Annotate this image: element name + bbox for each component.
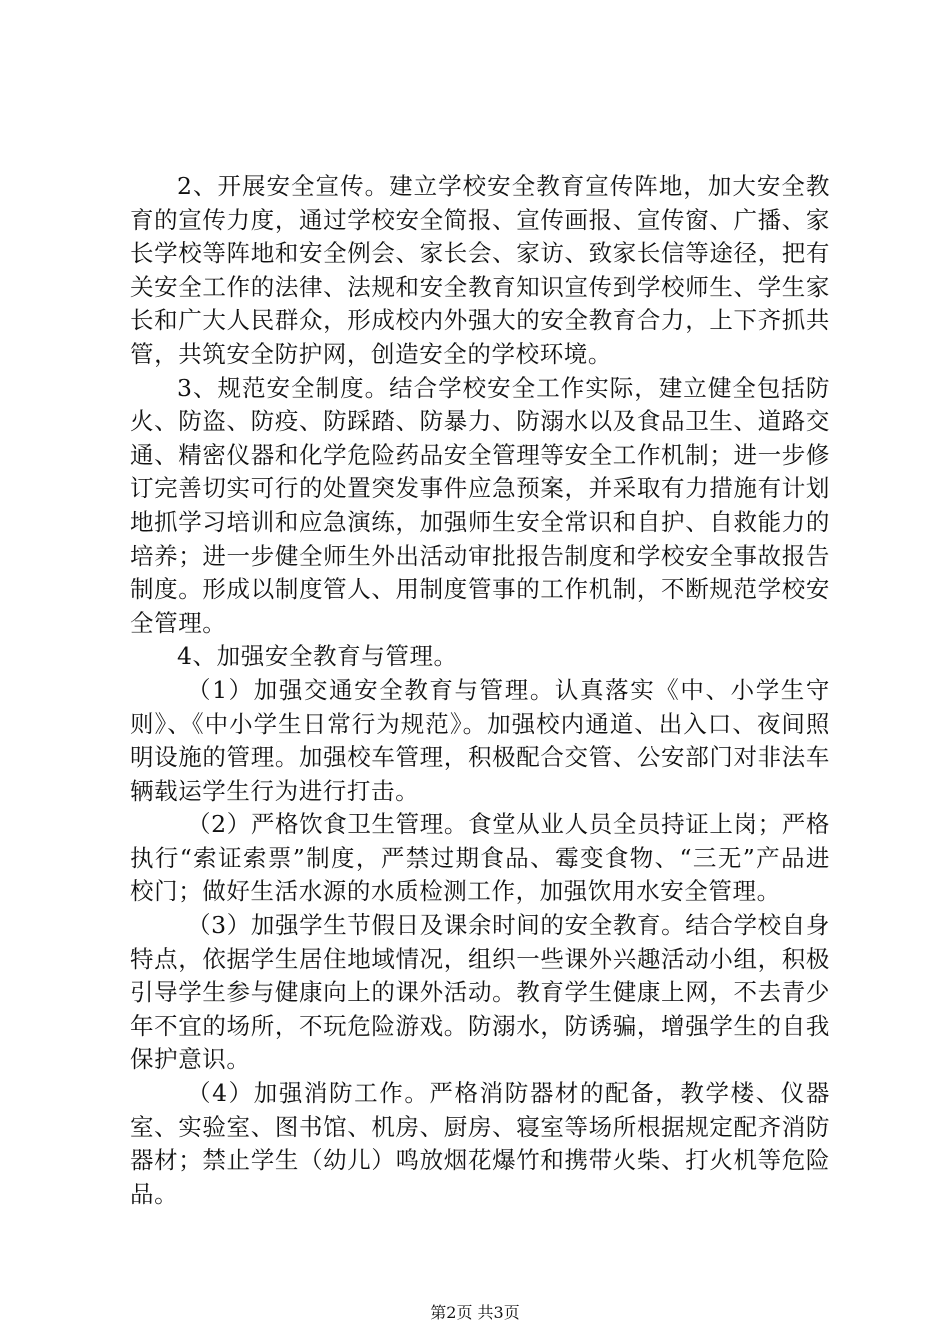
document-body: [130, 170, 830, 1211]
paragraph-food-hygiene: （2）严格饮食卫生管理。食堂从业人员全员持证上岗；严格执行“索证索票”制度，严禁过期食品、霉变食物、“三无”产品进校门；做好生活水源的水质检测工作，加强饮用水安全管理。: [130, 810, 830, 906]
paragraph-traffic-safety: （1）加强交通安全教育与管理。认真落实《中、小学生守则》、《中小学生日常行为规范》。加强校内通道、出入口、夜间照明设施的管理。加强校车管理，积极配合交管、公安部门对非法车辆载运学生行为进行打击。: [130, 675, 830, 805]
paragraph-safety-regulations: 3、规范安全制度。结合学校安全工作实际，建立健全包括防火、防盗、防疫、防踩踏、防暴力、防溺水以及食品卫生、道路交通、精密仪器和化学危险药品安全管理等安全工作机制；进一步修订完善切实可行的处置突发事件应急预案，并采取有力措施有计划地抓学习培训和应急演练，加强师生安全常识和自护、自救能力的培养；进一步健全师生外出活动审批报告制度和学校安全事故报告制度。形成以制度管人、用制度管事的工作机制，不断规范学校安全管理。: [130, 373, 830, 637]
page-number-footer: 第2页 共3页: [430, 1303, 520, 1322]
paragraph-safety-publicity: 2、开展安全宣传。建立学校安全教育宣传阵地，加大安全教育的宣传力度，通过学校安全简报、宣传画报、宣传窗、广播、家长学校等阵地和安全例会、家长会、家访、致家长信等途径，把有关安全工作的法律、法规和安全教育知识宣传到学校师生、学生家长和广大人民群众，形成校内外强大的安全教育合力，上下齐抓共管，共筑安全防护网，创造安全的学校环境。: [130, 172, 830, 368]
paragraph-education-management-heading: 4、加强安全教育与管理。: [177, 642, 458, 671]
paragraph-fire-safety: （4）加强消防工作。严格消防器材的配备，教学楼、仪器室、实验室、图书馆、机房、厨房、寝室等场所根据规定配齐消防器材；禁止学生（幼儿）鸣放烟花爆竹和携带火柴、打火机等危险品。: [130, 1079, 830, 1208]
paragraph-holiday-safety: （3）加强学生节假日及课余时间的安全教育。结合学校自身特点，依据学生居住地域情况，组织一些课外兴趣活动小组，积极引导学生参与健康向上的课外活动。教育学生健康上网，不去青少年不宜的场所，不玩危险游戏。防溺水，防诱骗，增强学生的自我保护意识。: [130, 911, 830, 1074]
